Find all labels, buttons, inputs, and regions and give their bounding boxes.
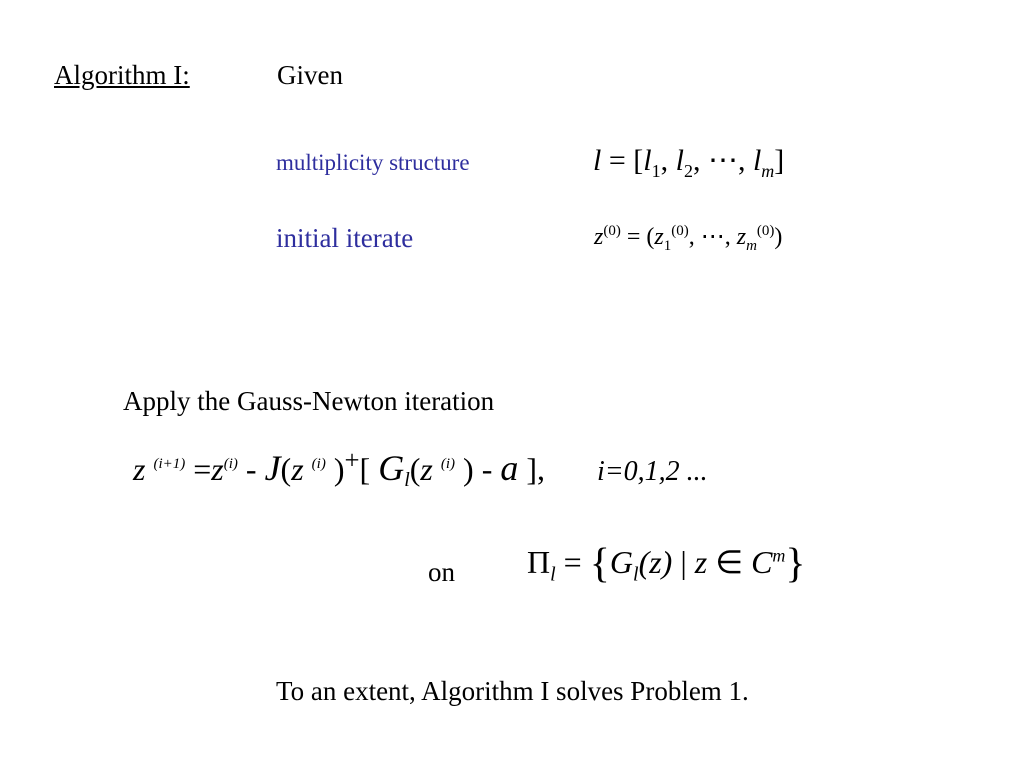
formula-symbol: = [ xyxy=(601,144,644,177)
formula-symbol: = ( xyxy=(620,224,655,250)
iteration-range: i=0,1,2 ... xyxy=(597,456,708,487)
formula-symbol: [ xyxy=(359,451,379,487)
formula-symbol: z xyxy=(594,224,604,250)
initial-iterate-formula xyxy=(594,222,783,254)
formula-superscript: + xyxy=(344,444,360,475)
formula-symbol: - xyxy=(237,451,265,487)
formula-symbol: } xyxy=(785,541,806,587)
formula-subscript: m xyxy=(746,237,757,254)
formula-subscript: 1 xyxy=(651,161,661,181)
formula-symbol: ( xyxy=(280,451,292,487)
formula-symbol: , ⋯, xyxy=(688,224,737,250)
formula-superscript: m xyxy=(772,545,786,566)
formula-symbol: G xyxy=(378,448,405,488)
multiplicity-formula xyxy=(593,143,785,181)
given-label: Given xyxy=(277,60,343,90)
formula-superscript: (0) xyxy=(671,223,689,239)
formula-symbol: , ⋯, xyxy=(692,144,753,177)
formula-subscript: 2 xyxy=(683,161,693,181)
gauss-newton-iteration-formula xyxy=(133,444,708,492)
formula-symbol: l xyxy=(593,144,602,177)
formula-symbol: z xyxy=(420,451,433,487)
formula-superscript: (i) xyxy=(223,456,238,472)
formula-symbol: ( xyxy=(409,451,421,487)
formula-symbol: z xyxy=(211,451,224,487)
formula-symbol: z xyxy=(694,544,708,580)
formula-symbol: ) xyxy=(325,451,345,487)
formula-subscript: l xyxy=(633,563,639,586)
formula-symbol: C xyxy=(751,544,773,580)
pi-set-formula xyxy=(527,540,806,588)
formula-symbol: Π xyxy=(527,544,551,580)
formula-symbol: G xyxy=(609,544,633,580)
formula-symbol: ∈ xyxy=(707,544,752,580)
formula-symbol: ) xyxy=(774,224,783,250)
formula-symbol: z xyxy=(291,451,304,487)
formula-symbol: ) xyxy=(455,451,474,487)
formula-subscript: 1 xyxy=(663,237,672,254)
formula-symbol: a xyxy=(500,448,519,488)
formula-superscript: (i) xyxy=(311,456,326,472)
formula-symbol: z xyxy=(133,451,146,487)
formula-superscript: (0) xyxy=(603,223,621,239)
formula-symbol: l xyxy=(752,144,762,177)
formula-symbol: l xyxy=(643,144,652,177)
formula-symbol: z xyxy=(736,224,747,250)
formula-symbol: (z) xyxy=(638,544,673,580)
formula-superscript: (i+1) xyxy=(153,456,186,472)
multiplicity-structure-label: multiplicity structure xyxy=(276,150,470,175)
formula-subscript: l xyxy=(404,469,410,491)
formula-symbol: z xyxy=(654,224,664,250)
formula-subscript: m xyxy=(761,161,775,181)
algorithm-label: Algorithm I: xyxy=(54,60,190,90)
formula-symbol: { xyxy=(589,541,610,587)
formula-subscript: l xyxy=(550,563,556,586)
on-label: on xyxy=(428,557,455,587)
apply-gauss-newton-text: Apply the Gauss-Newton iteration xyxy=(123,386,495,416)
formula-symbol: = xyxy=(555,544,590,580)
formula-symbol: = xyxy=(185,451,212,487)
formula-superscript: (i) xyxy=(440,456,456,472)
formula-symbol: l xyxy=(675,144,684,177)
formula-symbol: - xyxy=(473,451,501,487)
conclusion-text: To an extent, Algorithm I solves Problem 1. xyxy=(276,676,749,706)
formula-symbol: J xyxy=(264,448,281,488)
formula-symbol: ], xyxy=(518,451,545,487)
formula-symbol: ] xyxy=(774,144,785,177)
formula-superscript: (0) xyxy=(756,223,775,239)
formula-symbol: | xyxy=(672,544,695,580)
formula-symbol: , xyxy=(660,144,676,177)
initial-iterate-label: initial iterate xyxy=(276,223,414,253)
